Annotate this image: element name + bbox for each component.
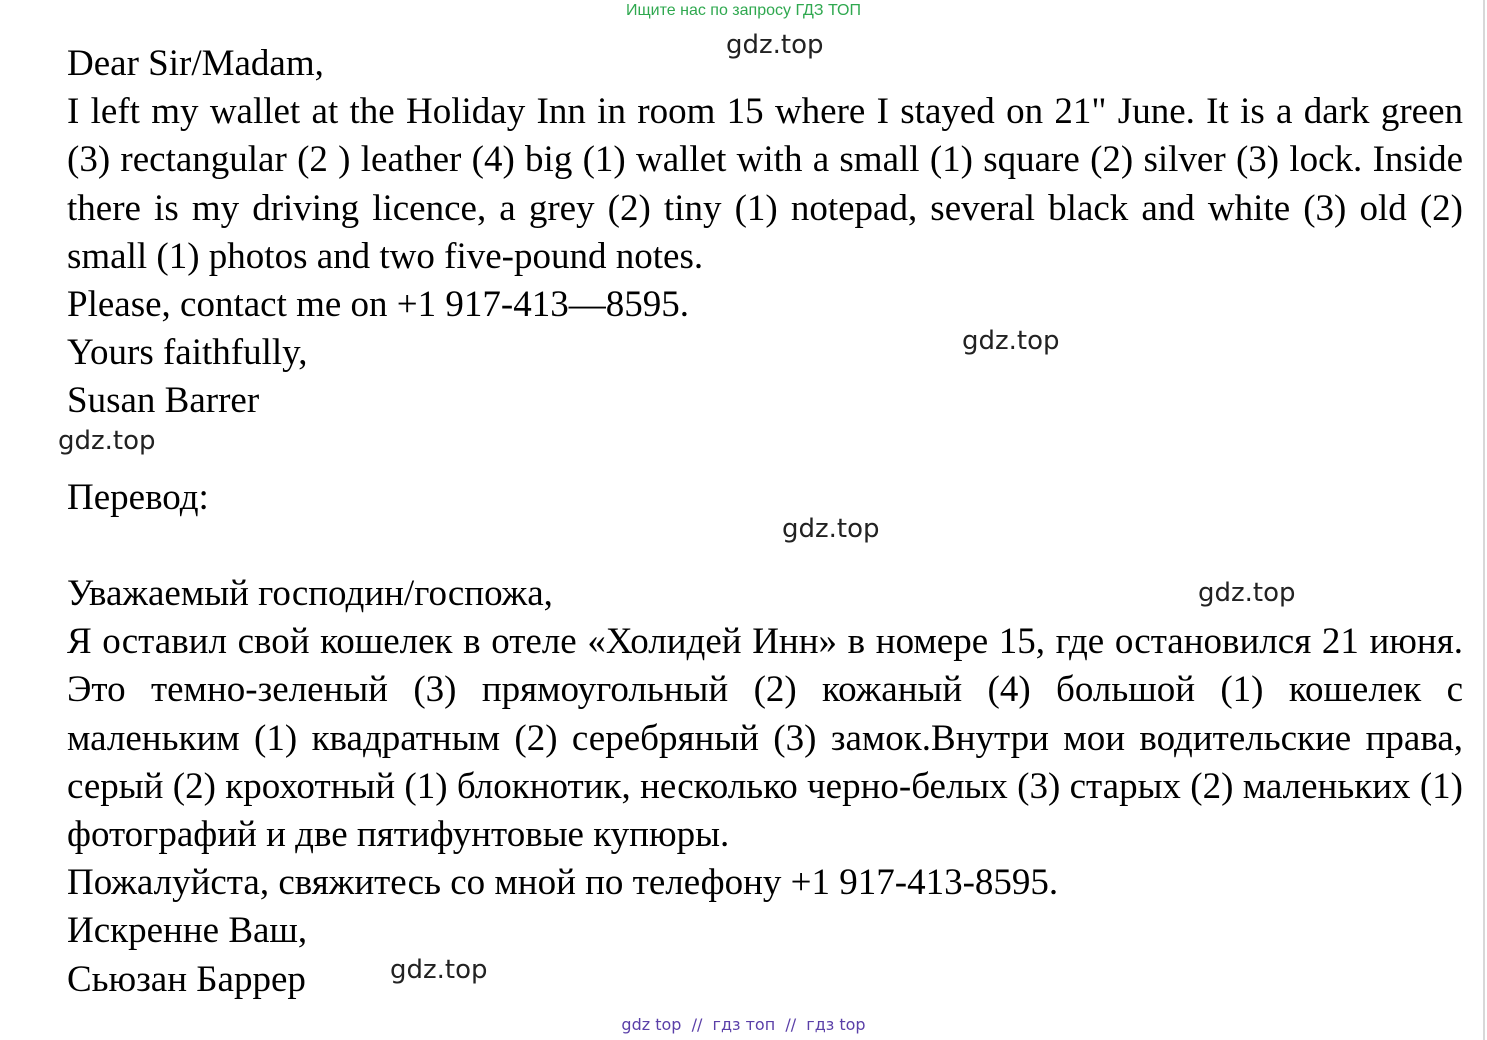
translation-contact: Пожалуйста, свяжитесь со мной по телефону +1 917-413-8595. — [67, 862, 1059, 904]
translation-body: Я оставил свой кошелек в отеле «Холидей Инн» в номере 15, где остановился 21 июня. Это темно-зеленый (3) прямоугольный (2) кожаный (4) большой (1) кошелек с маленьким (1) квадратным (2) серебряный (3) замок.Внутри мои водительские права, серый (2) крохотный (1) блокнотик, несколько черно-белых (3) старых (2) маленьких (1) фотографий и две пятифунтовые купюры. — [67, 621, 1463, 856]
letter-closing: Yours faithfully, — [67, 332, 308, 374]
watermark: gdz.top — [782, 514, 880, 544]
translation-heading-block — [67, 474, 1463, 522]
letter-body: I left my wallet at the Holiday Inn in room 15 where I stayed on 21" June. It is a dark green (3) rectangular (2 ) leather (4) big (1) wallet with a small (1) square (2) silver (3) lock. Inside there is my driving licence, a grey (2) tiny (1) notepad, several black and white (3) old (2) small (1) photos and two five-pound notes. — [67, 91, 1463, 277]
letter-greeting: Dear Sir/Madam, — [67, 43, 324, 84]
translation-signature: Сьюзан Баррер — [67, 958, 306, 1000]
watermark: gdz.top — [726, 30, 824, 60]
russian-letter — [67, 570, 1463, 1004]
letter-signature: Susan Barrer — [67, 380, 260, 422]
letter-contact: Please, contact me on +1 917-413—8595. — [67, 284, 689, 326]
watermark: gdz.top — [390, 955, 488, 985]
english-letter — [67, 40, 1463, 426]
watermark: gdz.top — [58, 426, 156, 456]
footer-links: gdz top // гдз топ // гдз top — [621, 1015, 866, 1034]
watermark: gdz.top — [1198, 578, 1296, 608]
translation-greeting: Уважаемый господин/госпожа, — [67, 573, 553, 614]
translation-heading: Перевод: — [67, 477, 209, 518]
search-banner: Ищите нас по запросу ГДЗ ТОП — [626, 2, 861, 19]
watermark: gdz.top — [962, 326, 1060, 356]
page-edge-rule — [1483, 0, 1485, 1040]
translation-closing: Искренне Ваш, — [67, 910, 308, 952]
